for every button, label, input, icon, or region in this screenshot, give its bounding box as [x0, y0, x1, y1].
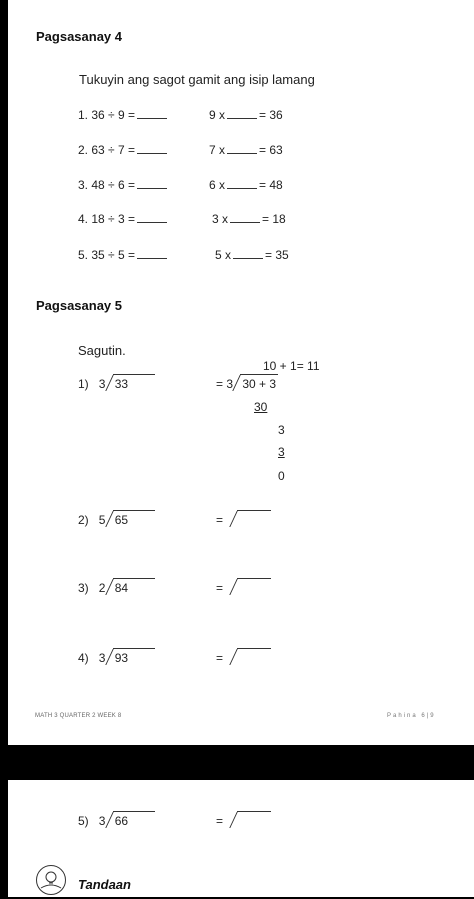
dividend: 66	[114, 814, 129, 828]
p4-item-2	[78, 143, 169, 157]
p5-example-quotient: 10 + 1= 11	[263, 359, 320, 373]
equals-sign: =	[216, 651, 224, 665]
p5-example-step-2: 3	[278, 423, 285, 437]
p4-item-3-product: = 48	[259, 178, 283, 192]
equals-sign: =	[216, 581, 224, 595]
p4-item-5-product: = 35	[265, 248, 289, 262]
dividend: 93	[114, 651, 129, 665]
answer-division-box[interactable]	[233, 651, 242, 665]
footer-course-label: MATH 3 QUARTER 2 WEEK 8	[35, 713, 122, 719]
p5-item-5-answer	[216, 814, 242, 828]
p4-item-4-product: = 18	[262, 212, 286, 226]
p5-item-4-answer	[216, 651, 242, 665]
pagsasanay-5-title: Pagsasanay 5	[36, 298, 123, 313]
answer-blank[interactable]	[227, 178, 257, 189]
item-number: 1)	[78, 377, 89, 391]
dividend: 84	[114, 581, 129, 595]
p4-item-3	[78, 178, 169, 192]
divisor: 3	[98, 651, 106, 665]
answer-blank[interactable]	[227, 108, 257, 119]
p5-example-step-1: 30	[254, 400, 268, 414]
answer-blank[interactable]	[137, 178, 167, 189]
answer-blank[interactable]	[137, 212, 167, 223]
equals-sign: =	[216, 814, 224, 828]
p4-item-3-question: 3. 48 ÷ 6 =	[78, 178, 135, 192]
p4-item-4-factor: 3 x	[212, 212, 229, 226]
p5-example-step-4: 0	[278, 469, 285, 483]
dividend: 33	[114, 377, 129, 391]
answer-blank[interactable]	[233, 248, 263, 259]
tandaan-heading: Tandaan	[78, 877, 131, 892]
p4-item-2-factor: 7 x	[209, 143, 226, 157]
p5-item-2-problem	[78, 513, 128, 527]
divisor: 3	[98, 377, 106, 391]
p5-item-2-answer	[216, 513, 242, 527]
item-number: 4)	[78, 651, 89, 665]
p4-item-2-product: = 63	[259, 143, 283, 157]
p4-item-3-check	[209, 178, 283, 192]
p4-item-1-product: = 36	[259, 108, 283, 122]
lightbulb-icon	[36, 865, 66, 895]
expanded-dividend: 30 + 3	[242, 377, 277, 391]
worksheet-page-6	[8, 0, 474, 745]
item-number: 3)	[78, 581, 89, 595]
p4-item-1	[78, 108, 169, 122]
p4-item-1-factor: 9 x	[209, 108, 226, 122]
answer-blank[interactable]	[230, 212, 260, 223]
answer-blank[interactable]	[137, 108, 167, 119]
p4-item-5	[78, 248, 169, 262]
answer-blank[interactable]	[227, 143, 257, 154]
pagsasanay-5-instruction: Sagutin.	[78, 343, 126, 358]
p4-item-1-question: 1. 36 ÷ 9 =	[78, 108, 135, 122]
item-number: 2)	[78, 513, 89, 527]
p4-item-1-check	[209, 108, 283, 122]
p4-item-2-check	[209, 143, 283, 157]
p5-item-3-problem	[78, 581, 128, 595]
answer-division-box[interactable]	[233, 513, 242, 527]
p4-item-4-question: 4. 18 ÷ 3 =	[78, 212, 135, 226]
answer-blank[interactable]	[137, 248, 167, 259]
answer-division-box[interactable]	[233, 581, 242, 595]
dividend: 65	[114, 513, 129, 527]
pagsasanay-4-instruction: Tukuyin ang sagot gamit ang isip lamang	[79, 72, 315, 87]
p5-example-step-3: 3	[278, 445, 285, 459]
p5-item-1-problem	[78, 377, 128, 391]
p5-item-5-problem	[78, 814, 128, 828]
answer-blank[interactable]	[137, 143, 167, 154]
item-number: 5)	[78, 814, 89, 828]
divisor: 2	[98, 581, 106, 595]
p5-example-expanded	[216, 377, 276, 391]
p4-item-5-check	[215, 248, 289, 262]
footer-page-number: Pahina 6|9	[387, 713, 436, 719]
worksheet-page-7	[8, 780, 474, 897]
p4-item-4-check	[212, 212, 286, 226]
p4-item-2-question: 2. 63 ÷ 7 =	[78, 143, 135, 157]
p4-item-3-factor: 6 x	[209, 178, 226, 192]
divisor: 5	[98, 513, 106, 527]
equals-sign: =	[216, 513, 224, 527]
divisor: 3	[98, 814, 106, 828]
p4-item-4	[78, 212, 169, 226]
p4-item-5-question: 5. 35 ÷ 5 =	[78, 248, 135, 262]
pagsasanay-4-title: Pagsasanay 4	[36, 29, 123, 44]
answer-division-box[interactable]	[233, 814, 242, 828]
equals-divisor: = 3	[216, 377, 234, 391]
p5-item-4-problem	[78, 651, 128, 665]
p5-item-3-answer	[216, 581, 242, 595]
p4-item-5-factor: 5 x	[215, 248, 232, 262]
